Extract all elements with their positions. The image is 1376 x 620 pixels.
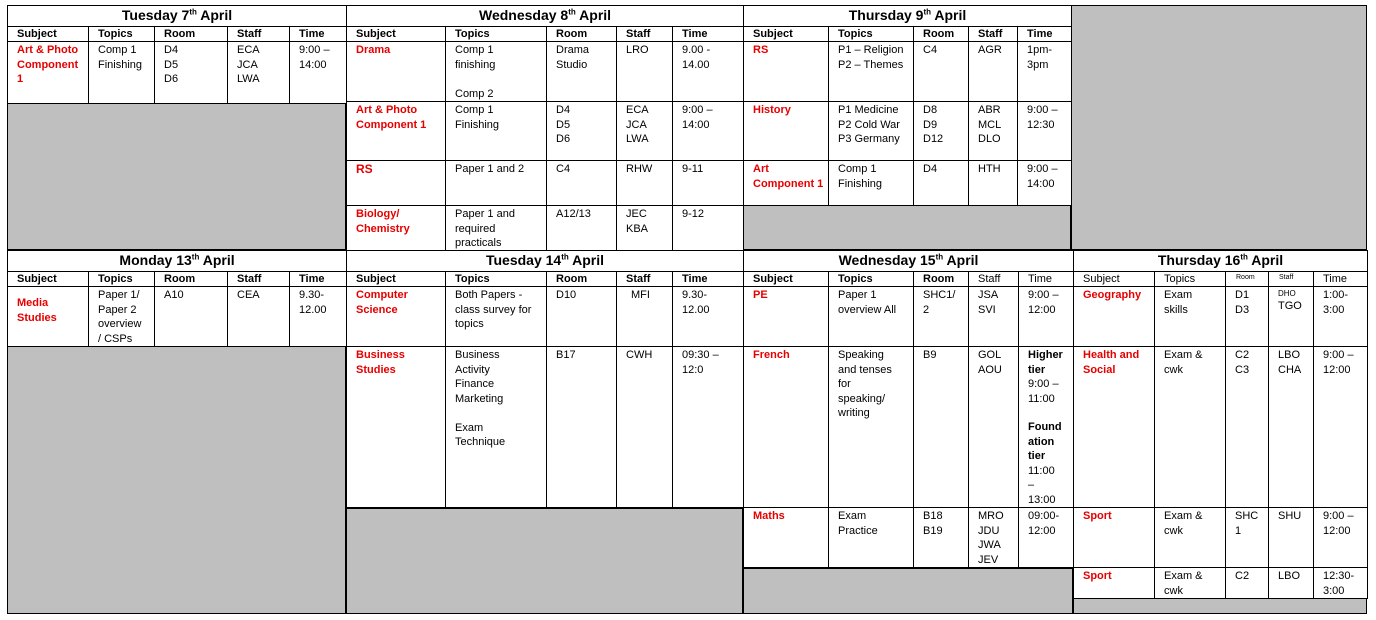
subject-cell: Media Studies [8, 287, 89, 347]
room-cell: A10 [155, 287, 228, 347]
column-header-time: Time [673, 272, 744, 287]
column-header-room: Room [547, 272, 617, 287]
subject-cell: French [744, 347, 829, 508]
staff-cell: ABR MCL DLO [969, 102, 1018, 161]
subject-cell: Business Studies [347, 347, 446, 508]
topics-cell: Business Activity Finance Marketing Exam Technique [446, 347, 547, 508]
schedule-table [7, 250, 347, 347]
time-cell: 9:00 – 14:00 [673, 102, 744, 161]
topics-cell: Paper 1 and required practicals [446, 206, 547, 252]
day-header: Monday 13th April [8, 251, 347, 272]
staff-cell: LRO [617, 42, 673, 102]
time-cell: 9:00 – 14:00 [1018, 161, 1072, 206]
column-header-time: Time [673, 27, 744, 42]
room-cell: B9 [914, 347, 969, 508]
schedule-table [743, 5, 1072, 206]
time-cell: 09:30 – 12:0 [673, 347, 744, 508]
room-cell: C4 [914, 42, 969, 102]
subject-cell: RS [744, 42, 829, 102]
table-row [347, 102, 744, 161]
table-row [347, 42, 744, 102]
column-header-staff: Staff [969, 27, 1018, 42]
time-cell: 9:00 – 14:00 [290, 42, 347, 104]
staff-cell: MFI [617, 287, 673, 347]
topics-cell: Speaking and tenses for speaking/ writing [829, 347, 914, 508]
staff-cell: LBO [1269, 568, 1314, 599]
time-cell: 1pm- 3pm [1018, 42, 1072, 102]
column-header-subject: Subject [8, 272, 89, 287]
subject-cell: RS [347, 161, 446, 206]
topics-cell: P1 Medicine P2 Cold War P3 Germany [829, 102, 914, 161]
staff-cell: JSA SVI [969, 287, 1019, 347]
time-cell: 9:00 – 12:30 [1018, 102, 1072, 161]
room-cell: D10 [547, 287, 617, 347]
staff-main: TGO [1278, 300, 1302, 312]
column-header-staff: Staff [228, 272, 290, 287]
empty-region [743, 568, 1073, 614]
room-cell: C2 C3 [1226, 347, 1269, 508]
column-header-time: Time [1018, 27, 1072, 42]
column-header-subject: Subject [744, 27, 829, 42]
subject-cell: PE [744, 287, 829, 347]
empty-region [1071, 5, 1367, 250]
foundation-tier-label: Found ation tier [1028, 421, 1062, 462]
day-header: Thursday 16th April [1074, 251, 1368, 272]
column-header-staff: Staff [617, 272, 673, 287]
column-header-room: Room [914, 27, 969, 42]
staff-cell: GOL AOU [969, 347, 1019, 508]
column-header-topics: Topics [1155, 272, 1226, 287]
staff-cell: MRO JDU JWA JEV [969, 508, 1019, 568]
higher-tier-time: 9:00 – 11:00 [1028, 378, 1059, 405]
room-cell: D4 D5 D6 [155, 42, 228, 104]
column-header-time: Time [290, 27, 347, 42]
column-header-topics: Topics [446, 272, 547, 287]
table-row [347, 206, 744, 252]
table-row [744, 347, 1074, 508]
subject-cell: Art & Photo Component 1 [8, 42, 89, 104]
time-cell: 09:00- 12:00 [1019, 508, 1074, 568]
subject-cell: Computer Science [347, 287, 446, 347]
topics-cell: Comp 1 Finishing [446, 102, 547, 161]
room-cell: Drama Studio [547, 42, 617, 102]
column-header-room: Room [914, 272, 969, 287]
day-block-thursday-9 [743, 5, 1071, 206]
topics-cell: Exam & cwk [1155, 347, 1226, 508]
column-header-subject: Subject [347, 27, 446, 42]
topics-cell: Comp 1 finishing Comp 2 [446, 42, 547, 102]
table-row [744, 102, 1072, 161]
subject-cell: Maths [744, 508, 829, 568]
room-cell: C2 [1226, 568, 1269, 599]
empty-region [7, 346, 346, 614]
table-row [8, 42, 347, 104]
day-header: Wednesday 8th April [347, 6, 744, 27]
table-row [744, 287, 1074, 347]
schedule-table [7, 5, 347, 104]
column-header-topics: Topics [89, 272, 155, 287]
staff-cell: JEC KBA [617, 206, 673, 252]
column-header-time: Time [1314, 272, 1368, 287]
schedule-table [1073, 250, 1368, 599]
column-header-room: Room [1226, 272, 1269, 287]
staff-cell [1269, 287, 1314, 347]
foundation-tier-time: 11:00 – 13:00 [1028, 464, 1056, 506]
table-row [347, 287, 744, 347]
column-header-subject: Subject [8, 27, 89, 42]
table-row [8, 287, 347, 347]
room-cell: D8 D9 D12 [914, 102, 969, 161]
room-cell: A12/13 [547, 206, 617, 252]
column-header-topics: Topics [829, 27, 914, 42]
topics-cell: Comp 1 Finishing [89, 42, 155, 104]
subject-cell: Art Component 1 [744, 161, 829, 206]
higher-tier-label: Higher tier [1028, 349, 1063, 376]
room-cell: C4 [547, 161, 617, 206]
staff-cell: ECA JCA LWA [617, 102, 673, 161]
time-cell: 12:30- 3:00 [1314, 568, 1368, 599]
day-block-wednesday-8 [346, 5, 743, 252]
room-cell: D4 [914, 161, 969, 206]
empty-region [1073, 598, 1367, 614]
time-cell: 9.30- 12.00 [290, 287, 347, 347]
staff-small: DHO [1278, 289, 1296, 298]
time-cell [1019, 347, 1074, 508]
topics-cell: Paper 1 overview All [829, 287, 914, 347]
empty-region [743, 205, 1071, 250]
empty-region [346, 508, 743, 614]
topics-cell: P1 – Religion P2 – Themes [829, 42, 914, 102]
time-cell: 9:00 – 12:00 [1019, 287, 1074, 347]
topics-cell: Comp 1 Finishing [829, 161, 914, 206]
staff-cell: CEA [228, 287, 290, 347]
topics-cell: Exam Practice [829, 508, 914, 568]
topics-cell: Both Papers - class survey for topics [446, 287, 547, 347]
time-cell: 9-12 [673, 206, 744, 252]
room-cell: SHC1/ 2 [914, 287, 969, 347]
topics-cell: Exam & cwk [1155, 508, 1226, 568]
staff-cell: HTH [969, 161, 1018, 206]
column-header-subject: Subject [1074, 272, 1155, 287]
day-block-thursday-16 [1073, 250, 1367, 599]
column-header-time: Time [290, 272, 347, 287]
table-row [1074, 568, 1368, 599]
subject-cell: Geography [1074, 287, 1155, 347]
column-header-time: Time [1019, 272, 1074, 287]
column-header-subject: Subject [347, 272, 446, 287]
column-header-subject: Subject [744, 272, 829, 287]
time-cell: 1:00- 3:00 [1314, 287, 1368, 347]
staff-cell: AGR [969, 42, 1018, 102]
column-header-staff: Staff [1269, 272, 1314, 287]
day-header: Wednesday 15th April [744, 251, 1074, 272]
time-cell: 9-11 [673, 161, 744, 206]
schedule-table [743, 250, 1074, 568]
room-cell: B18 B19 [914, 508, 969, 568]
time-cell: 9.00 - 14.00 [673, 42, 744, 102]
time-cell: 9:00 – 12:00 [1314, 508, 1368, 568]
day-header: Thursday 9th April [744, 6, 1072, 27]
column-header-room: Room [155, 27, 228, 42]
topics-cell: Paper 1 and 2 [446, 161, 547, 206]
table-row [744, 42, 1072, 102]
column-header-staff: Staff [228, 27, 290, 42]
empty-region [7, 101, 346, 250]
subject-cell: Drama [347, 42, 446, 102]
table-row [1074, 347, 1368, 508]
day-block-tuesday-14 [346, 250, 743, 508]
room-cell: B17 [547, 347, 617, 508]
table-row [347, 347, 744, 508]
column-header-topics: Topics [89, 27, 155, 42]
table-row [1074, 287, 1368, 347]
day-block-wednesday-15 [743, 250, 1073, 568]
room-cell: SHC 1 [1226, 508, 1269, 568]
subject-cell: History [744, 102, 829, 161]
staff-cell: RHW [617, 161, 673, 206]
column-header-topics: Topics [446, 27, 547, 42]
day-header: Tuesday 14th April [347, 251, 744, 272]
column-header-room: Room [547, 27, 617, 42]
subject-cell: Biology/ Chemistry [347, 206, 446, 252]
table-row [744, 161, 1072, 206]
schedule-table [346, 5, 744, 252]
time-cell: 9:00 – 12:00 [1314, 347, 1368, 508]
column-header-room: Room [155, 272, 228, 287]
time-cell: 9.30- 12.00 [673, 287, 744, 347]
column-header-staff: Staff [617, 27, 673, 42]
day-header: Tuesday 7th April [8, 6, 347, 27]
subject-cell: Art & Photo Component 1 [347, 102, 446, 161]
staff-cell: CWH [617, 347, 673, 508]
column-header-staff: Staff [969, 272, 1019, 287]
staff-cell: ECA JCA LWA [228, 42, 290, 104]
schedule-table [346, 250, 744, 508]
room-cell: D1 D3 [1226, 287, 1269, 347]
table-row [347, 161, 744, 206]
subject-cell: Health and Social [1074, 347, 1155, 508]
column-header-topics: Topics [829, 272, 914, 287]
topics-cell: Exam skills [1155, 287, 1226, 347]
day-block-monday-13 [7, 250, 346, 347]
room-cell: D4 D5 D6 [547, 102, 617, 161]
table-row [744, 508, 1074, 568]
staff-cell: LBO CHA [1269, 347, 1314, 508]
topics-cell: Paper 1/ Paper 2 overview / CSPs [89, 287, 155, 347]
day-block-tuesday-7 [7, 5, 346, 104]
table-row [1074, 508, 1368, 568]
subject-cell: Sport [1074, 568, 1155, 599]
staff-cell: SHU [1269, 508, 1314, 568]
subject-cell: Sport [1074, 508, 1155, 568]
topics-cell: Exam & cwk [1155, 568, 1226, 599]
